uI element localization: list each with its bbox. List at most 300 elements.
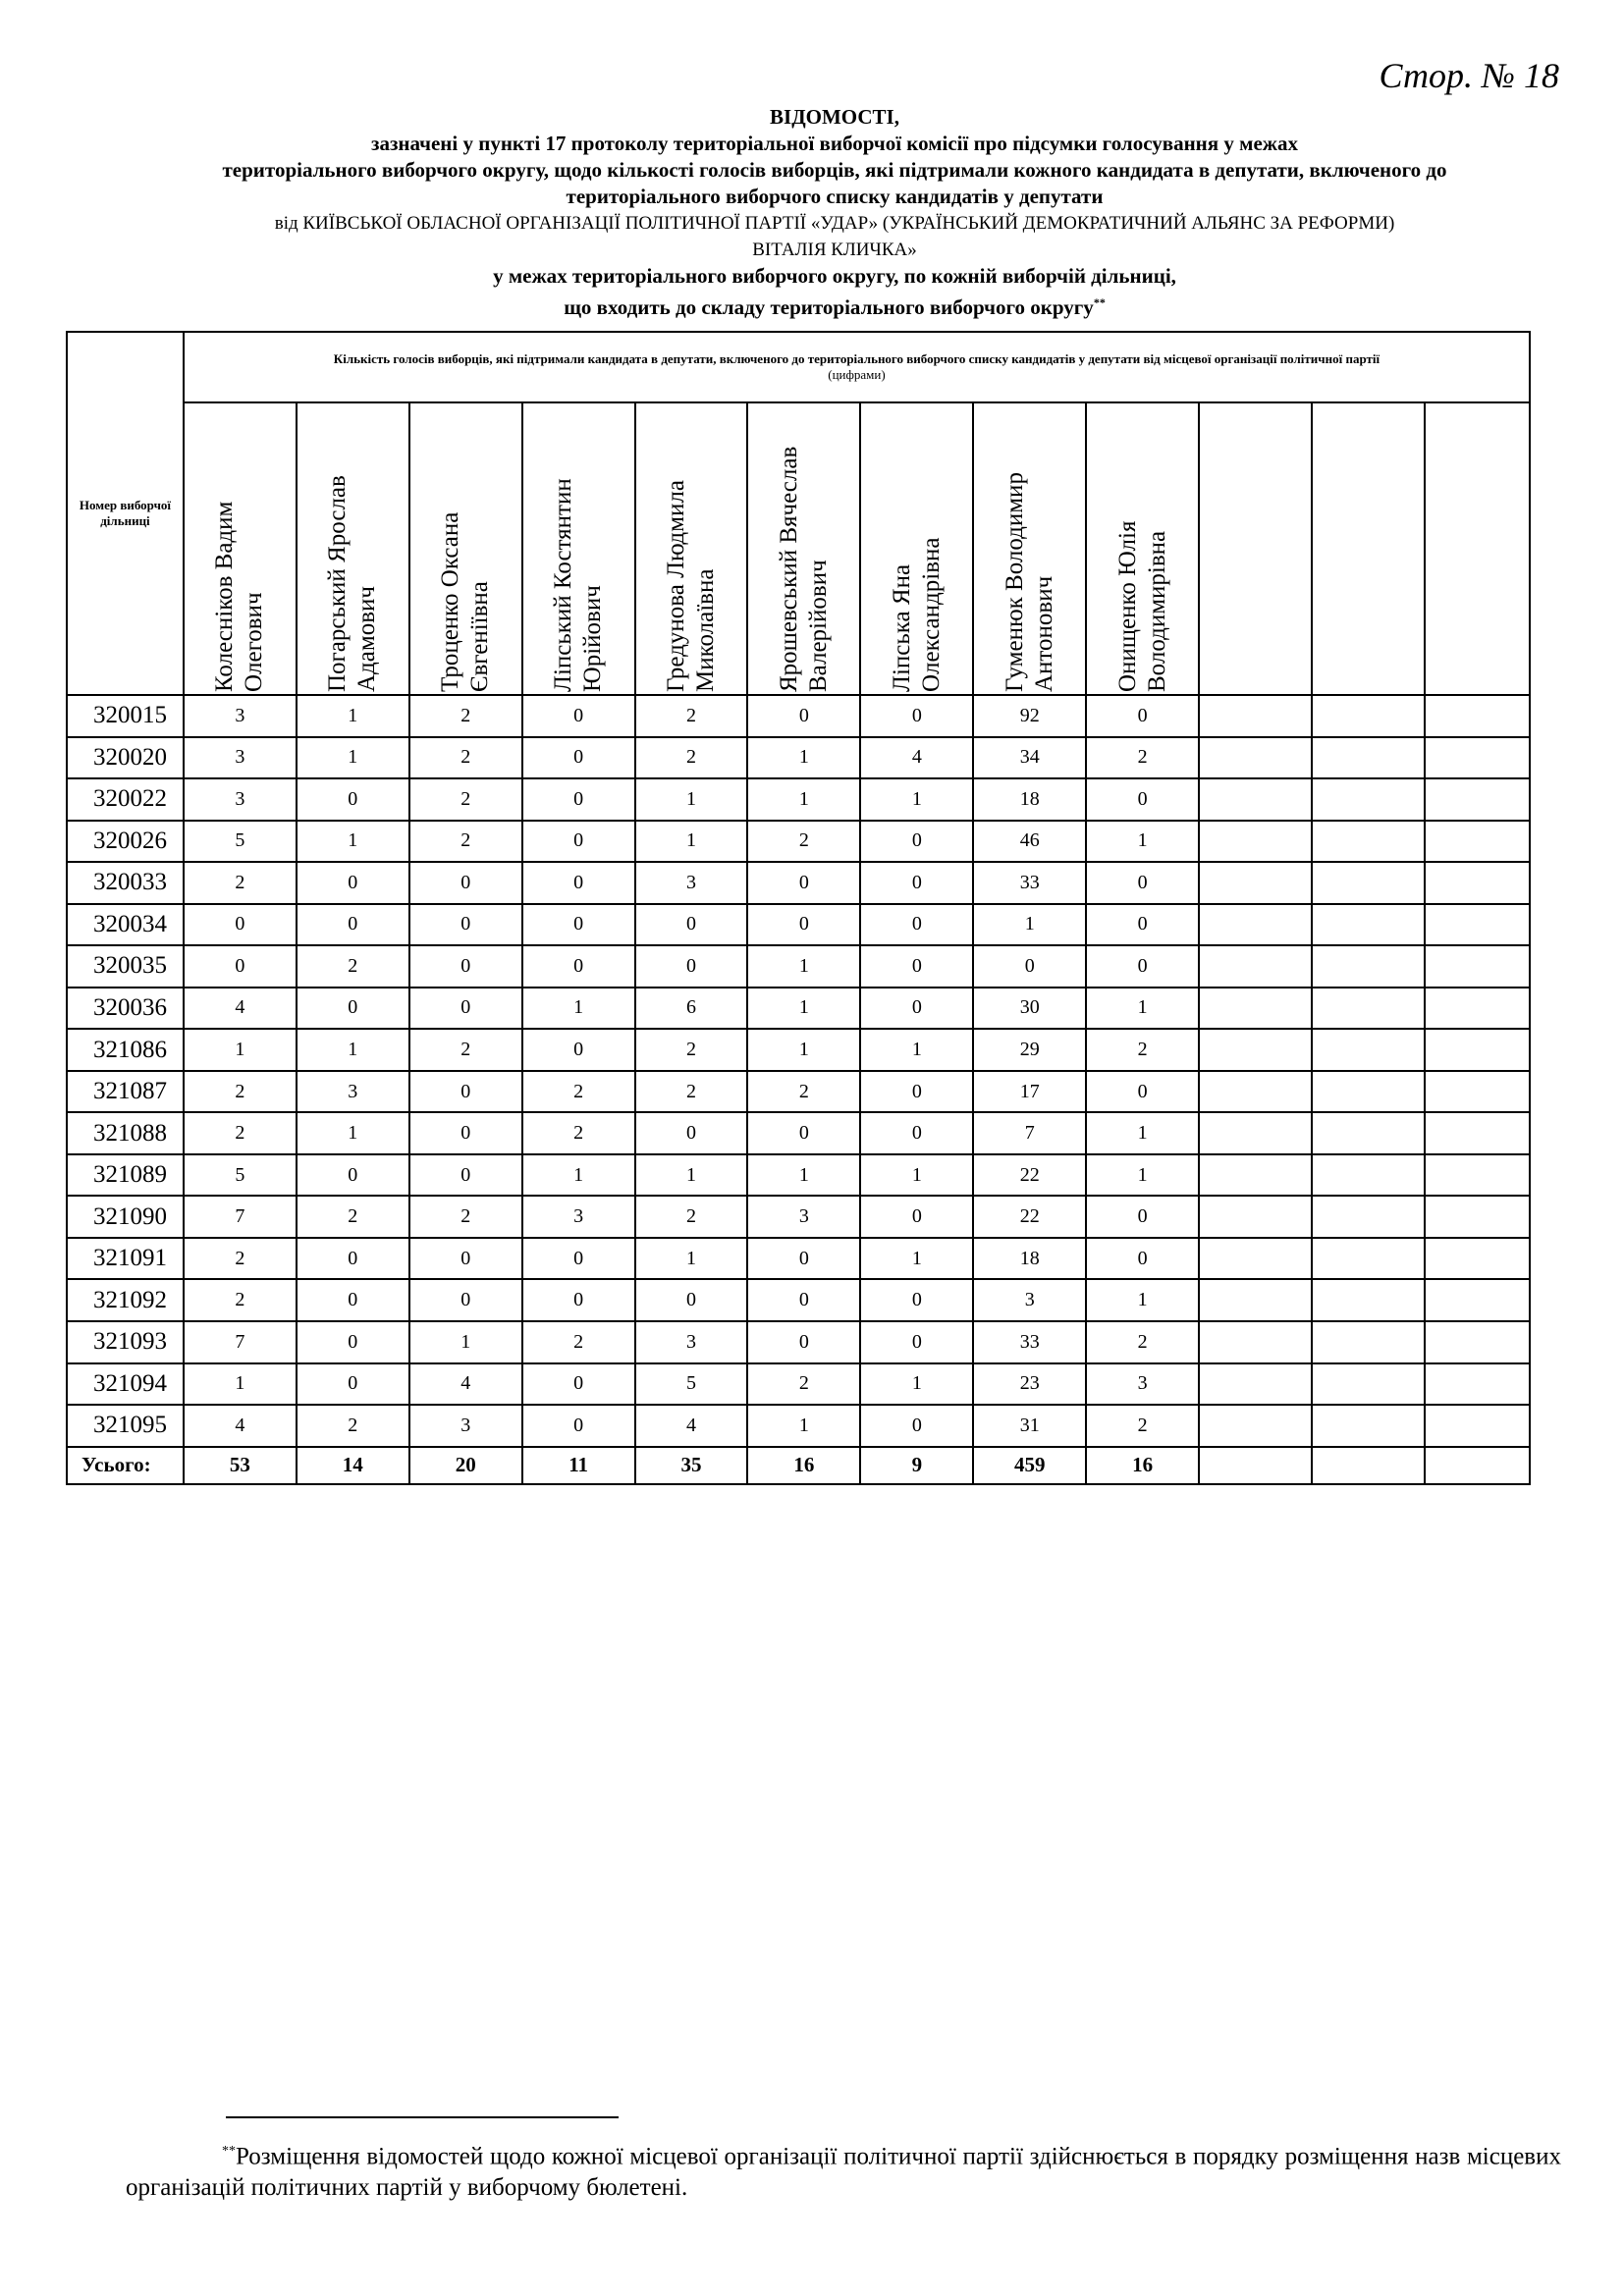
total-cell xyxy=(1199,1447,1312,1484)
vote-count-cell xyxy=(1199,1196,1312,1238)
vote-count-cell: 3 xyxy=(973,1279,1086,1321)
vote-count-cell: 30 xyxy=(973,988,1086,1030)
candidate-header xyxy=(1086,402,1199,695)
vote-count-cell: 1 xyxy=(860,1154,973,1197)
vote-count-cell: 2 xyxy=(635,1071,748,1113)
candidate-name: Ліпський Костянтин Юрійович xyxy=(550,478,607,692)
total-cell xyxy=(1425,1447,1530,1484)
vote-count-cell xyxy=(1425,1363,1530,1406)
candidate-name: Гуменюк Володимир Антонович xyxy=(1001,472,1057,692)
station-number: 320020 xyxy=(67,737,184,779)
vote-count-cell: 0 xyxy=(747,862,860,904)
station-number-header: Номер виборчої дільниці xyxy=(67,332,184,695)
candidate-header xyxy=(184,402,297,695)
vote-count-cell: 1 xyxy=(747,945,860,988)
vote-count-cell xyxy=(1199,778,1312,821)
vote-count-cell: 1 xyxy=(1086,1279,1199,1321)
vote-count-cell: 33 xyxy=(973,862,1086,904)
vote-count-cell: 0 xyxy=(409,988,522,1030)
station-number: 321094 xyxy=(67,1363,184,1406)
station-number: 321090 xyxy=(67,1196,184,1238)
vote-count-cell: 2 xyxy=(297,1196,409,1238)
vote-count-cell: 0 xyxy=(860,821,973,863)
footnote-mark: ** xyxy=(1093,295,1106,309)
vote-count-cell: 6 xyxy=(635,988,748,1030)
station-number: 321088 xyxy=(67,1112,184,1154)
candidate-name: Погарський Ярослав Адамович xyxy=(324,475,381,692)
table-row xyxy=(67,904,1530,946)
vote-count-cell: 0 xyxy=(522,1363,635,1406)
vote-count-cell: 2 xyxy=(747,1363,860,1406)
vote-count-cell: 0 xyxy=(409,862,522,904)
vote-count-cell: 0 xyxy=(635,1279,748,1321)
vote-count-cell xyxy=(1425,821,1530,863)
vote-count-cell: 4 xyxy=(184,988,297,1030)
header-line-4: територіального виборчого списку кандидатів у депутати xyxy=(566,185,1104,208)
vote-count-cell: 2 xyxy=(522,1071,635,1113)
votes-table xyxy=(66,331,1531,1485)
vote-count-cell: 1 xyxy=(635,1238,748,1280)
vote-count-cell: 2 xyxy=(409,737,522,779)
vote-count-cell: 1 xyxy=(297,737,409,779)
candidate-name: Ліпська Яна Олександрівна xyxy=(888,537,945,692)
vote-count-cell: 2 xyxy=(184,1238,297,1280)
vote-count-cell: 0 xyxy=(297,778,409,821)
vote-count-cell: 7 xyxy=(184,1196,297,1238)
vote-count-cell: 4 xyxy=(409,1363,522,1406)
vote-count-cell: 0 xyxy=(409,1238,522,1280)
total-cell: 20 xyxy=(409,1447,522,1484)
vote-count-cell xyxy=(1199,1112,1312,1154)
table-row xyxy=(67,1196,1530,1238)
vote-count-cell: 0 xyxy=(409,1154,522,1197)
vote-count-cell: 17 xyxy=(973,1071,1086,1113)
vote-count-cell: 0 xyxy=(860,695,973,737)
vote-count-cell xyxy=(1312,737,1425,779)
vote-count-cell xyxy=(1312,945,1425,988)
vote-count-cell: 0 xyxy=(1086,904,1199,946)
vote-count-cell xyxy=(1425,945,1530,988)
vote-count-cell: 2 xyxy=(1086,1321,1199,1363)
vote-count-cell xyxy=(1199,1321,1312,1363)
vote-count-cell xyxy=(1312,695,1425,737)
vote-count-cell: 1 xyxy=(747,1405,860,1447)
vote-count-cell: 0 xyxy=(1086,778,1199,821)
totals-row xyxy=(67,1447,1530,1484)
vote-count-cell: 34 xyxy=(973,737,1086,779)
vote-count-cell: 1 xyxy=(635,778,748,821)
votes-group-note: (цифрами) xyxy=(828,367,886,382)
header-line-8-text: що входить до складу територіального виборчого округу xyxy=(564,295,1094,319)
vote-count-cell: 0 xyxy=(860,1071,973,1113)
vote-count-cell: 0 xyxy=(747,1112,860,1154)
table-row xyxy=(67,778,1530,821)
vote-count-cell: 2 xyxy=(635,737,748,779)
station-number: 320036 xyxy=(67,988,184,1030)
vote-count-cell: 1 xyxy=(297,821,409,863)
vote-count-cell: 3 xyxy=(522,1196,635,1238)
vote-count-cell xyxy=(1425,778,1530,821)
vote-count-cell xyxy=(1199,1154,1312,1197)
vote-count-cell: 2 xyxy=(184,1112,297,1154)
vote-count-cell: 7 xyxy=(184,1321,297,1363)
vote-count-cell xyxy=(1425,1154,1530,1197)
candidate-header xyxy=(973,402,1086,695)
station-number: 321092 xyxy=(67,1279,184,1321)
party-name-line-1: від КИЇВСЬКОЇ ОБЛАСНОЇ ОРГАНІЗАЦІЇ ПОЛІТИЧНОЇ ПАРТІЇ «УДАР» (УКРАЇНСЬКИЙ ДЕМОКРАТИЧНИЙ АЛЬЯНС ЗА РЕФОРМИ) xyxy=(274,213,1395,234)
vote-count-cell: 0 xyxy=(184,945,297,988)
vote-count-cell: 2 xyxy=(522,1321,635,1363)
vote-count-cell: 1 xyxy=(973,904,1086,946)
candidate-header xyxy=(522,402,635,695)
vote-count-cell: 2 xyxy=(1086,1029,1199,1071)
table-row xyxy=(67,988,1530,1030)
vote-count-cell: 0 xyxy=(522,695,635,737)
vote-count-cell xyxy=(1425,1238,1530,1280)
vote-count-cell: 1 xyxy=(184,1363,297,1406)
vote-count-cell: 3 xyxy=(747,1196,860,1238)
vote-count-cell: 2 xyxy=(522,1112,635,1154)
vote-count-cell: 0 xyxy=(297,862,409,904)
vote-count-cell xyxy=(1425,1029,1530,1071)
vote-count-cell: 0 xyxy=(860,945,973,988)
candidate-header xyxy=(409,402,522,695)
total-cell: 35 xyxy=(635,1447,748,1484)
vote-count-cell xyxy=(1199,862,1312,904)
vote-count-cell: 1 xyxy=(860,1363,973,1406)
vote-count-cell: 0 xyxy=(522,1279,635,1321)
vote-count-cell: 1 xyxy=(297,1029,409,1071)
vote-count-cell xyxy=(1199,904,1312,946)
vote-count-cell: 4 xyxy=(635,1405,748,1447)
vote-count-cell: 7 xyxy=(973,1112,1086,1154)
vote-count-cell xyxy=(1425,1071,1530,1113)
vote-count-cell: 0 xyxy=(522,737,635,779)
total-cell: 11 xyxy=(522,1447,635,1484)
vote-count-cell xyxy=(1425,904,1530,946)
vote-count-cell: 1 xyxy=(747,1029,860,1071)
vote-count-cell xyxy=(1199,737,1312,779)
footnote-mark: ** xyxy=(222,2144,236,2159)
table-row xyxy=(67,1112,1530,1154)
votes-group-title: Кількість голосів виборців, які підтримали кандидата в депутати, включеного до територіального виборчого списку кандидатів у депутати від місцевої організації політичної партії xyxy=(333,351,1380,366)
table-row xyxy=(67,1154,1530,1197)
vote-count-cell: 2 xyxy=(747,1071,860,1113)
vote-count-cell: 1 xyxy=(747,1154,860,1197)
vote-count-cell: 18 xyxy=(973,778,1086,821)
vote-count-cell: 0 xyxy=(635,904,748,946)
vote-count-cell: 0 xyxy=(747,904,860,946)
vote-count-cell: 1 xyxy=(747,737,860,779)
station-number: 321089 xyxy=(67,1154,184,1197)
vote-count-cell: 0 xyxy=(860,988,973,1030)
vote-count-cell: 1 xyxy=(409,1321,522,1363)
vote-count-cell: 0 xyxy=(522,1238,635,1280)
vote-count-cell: 2 xyxy=(635,1196,748,1238)
vote-count-cell: 46 xyxy=(973,821,1086,863)
vote-count-cell: 1 xyxy=(635,1154,748,1197)
vote-count-cell: 2 xyxy=(409,778,522,821)
vote-count-cell xyxy=(1312,778,1425,821)
vote-count-cell xyxy=(1312,1321,1425,1363)
vote-count-cell: 0 xyxy=(747,1279,860,1321)
vote-count-cell xyxy=(1425,737,1530,779)
vote-count-cell: 1 xyxy=(860,778,973,821)
vote-count-cell xyxy=(1425,1279,1530,1321)
vote-count-cell: 4 xyxy=(184,1405,297,1447)
document-header xyxy=(118,104,1551,321)
station-number: 321093 xyxy=(67,1321,184,1363)
vote-count-cell: 0 xyxy=(297,988,409,1030)
vote-count-cell: 0 xyxy=(522,1029,635,1071)
station-number: 320015 xyxy=(67,695,184,737)
footnote xyxy=(126,2136,1561,2204)
vote-count-cell xyxy=(1312,1279,1425,1321)
vote-count-cell: 2 xyxy=(297,945,409,988)
vote-count-cell: 1 xyxy=(184,1029,297,1071)
totals-label: Усього: xyxy=(67,1447,184,1484)
candidate-header xyxy=(1425,402,1530,695)
total-cell: 459 xyxy=(973,1447,1086,1484)
header-line-3: територіального виборчого округу, щодо кількості голосів виборців, які підтримали кожного кандидата в депутати, включеного до xyxy=(222,158,1447,182)
table-row xyxy=(67,1405,1530,1447)
vote-count-cell: 0 xyxy=(297,1154,409,1197)
vote-count-cell xyxy=(1199,695,1312,737)
vote-count-cell: 0 xyxy=(860,904,973,946)
vote-count-cell: 3 xyxy=(184,695,297,737)
station-number: 321087 xyxy=(67,1071,184,1113)
vote-count-cell xyxy=(1425,1196,1530,1238)
total-cell: 16 xyxy=(747,1447,860,1484)
vote-count-cell: 2 xyxy=(184,862,297,904)
vote-count-cell: 1 xyxy=(1086,988,1199,1030)
table-row xyxy=(67,1238,1530,1280)
vote-count-cell: 0 xyxy=(297,1363,409,1406)
vote-count-cell xyxy=(1425,1321,1530,1363)
candidate-header xyxy=(297,402,409,695)
candidate-name: Колесніков Вадим Олегович xyxy=(211,501,268,692)
candidate-name: Ярошевський Вячеслав Валерійович xyxy=(775,446,832,692)
vote-count-cell: 2 xyxy=(297,1405,409,1447)
vote-count-cell xyxy=(1312,1363,1425,1406)
vote-count-cell: 29 xyxy=(973,1029,1086,1071)
vote-count-cell: 22 xyxy=(973,1154,1086,1197)
vote-count-cell: 0 xyxy=(522,821,635,863)
vote-count-cell: 1 xyxy=(635,821,748,863)
table-row xyxy=(67,1321,1530,1363)
vote-count-cell: 0 xyxy=(522,778,635,821)
vote-count-cell: 3 xyxy=(184,737,297,779)
vote-count-cell: 3 xyxy=(409,1405,522,1447)
vote-count-cell xyxy=(1312,1405,1425,1447)
vote-count-cell: 5 xyxy=(184,821,297,863)
vote-count-cell: 0 xyxy=(1086,862,1199,904)
vote-count-cell xyxy=(1425,695,1530,737)
candidate-header xyxy=(747,402,860,695)
vote-count-cell: 0 xyxy=(1086,1196,1199,1238)
vote-count-cell: 1 xyxy=(747,988,860,1030)
vote-count-cell: 22 xyxy=(973,1196,1086,1238)
vote-count-cell: 0 xyxy=(747,695,860,737)
party-name-line-2: ВІТАЛІЯ КЛИЧКА» xyxy=(752,240,917,260)
vote-count-cell: 0 xyxy=(1086,695,1199,737)
vote-count-cell: 1 xyxy=(860,1029,973,1071)
total-cell: 9 xyxy=(860,1447,973,1484)
candidate-name: Онищенко Юлія Володимирівна xyxy=(1113,520,1170,692)
vote-count-cell: 0 xyxy=(297,1238,409,1280)
table-row xyxy=(67,737,1530,779)
header-line-8 xyxy=(118,290,1551,321)
vote-count-cell xyxy=(1312,1029,1425,1071)
vote-count-cell xyxy=(1425,1405,1530,1447)
vote-count-cell xyxy=(1199,1238,1312,1280)
table-row xyxy=(67,1071,1530,1113)
vote-count-cell xyxy=(1199,988,1312,1030)
total-cell: 14 xyxy=(297,1447,409,1484)
vote-count-cell xyxy=(1425,988,1530,1030)
vote-count-cell: 3 xyxy=(635,862,748,904)
vote-count-cell: 0 xyxy=(522,862,635,904)
vote-count-cell: 1 xyxy=(522,988,635,1030)
vote-count-cell xyxy=(1312,1196,1425,1238)
vote-count-cell: 2 xyxy=(184,1279,297,1321)
header-line-7: у межах територіального виборчого округу, по кожній виборчій дільниці, xyxy=(493,264,1176,288)
vote-count-cell xyxy=(1199,1405,1312,1447)
candidate-header xyxy=(860,402,973,695)
vote-count-cell xyxy=(1199,1363,1312,1406)
vote-count-cell: 3 xyxy=(184,778,297,821)
table-row xyxy=(67,1279,1530,1321)
candidate-header xyxy=(1199,402,1312,695)
vote-count-cell: 0 xyxy=(409,1279,522,1321)
table-row xyxy=(67,695,1530,737)
candidate-name: Гредунова Людмила Миколаївна xyxy=(663,480,720,692)
footnote-divider xyxy=(226,2116,619,2118)
table-row xyxy=(67,945,1530,988)
candidate-name: Троценко Оксана Євгеніївна xyxy=(437,511,494,692)
station-number: 320034 xyxy=(67,904,184,946)
vote-count-cell: 1 xyxy=(297,695,409,737)
vote-count-cell: 5 xyxy=(184,1154,297,1197)
station-number: 321086 xyxy=(67,1029,184,1071)
vote-count-cell: 2 xyxy=(409,1196,522,1238)
vote-count-cell xyxy=(1312,1071,1425,1113)
vote-count-cell: 18 xyxy=(973,1238,1086,1280)
table-row xyxy=(67,862,1530,904)
vote-count-cell xyxy=(1425,1112,1530,1154)
vote-count-cell: 0 xyxy=(409,904,522,946)
vote-count-cell xyxy=(1199,821,1312,863)
vote-count-cell: 0 xyxy=(522,945,635,988)
vote-count-cell: 3 xyxy=(297,1071,409,1113)
votes-table-body xyxy=(67,695,1530,1484)
vote-count-cell xyxy=(1312,904,1425,946)
table-row xyxy=(67,1363,1530,1406)
vote-count-cell: 23 xyxy=(973,1363,1086,1406)
vote-count-cell: 0 xyxy=(860,1196,973,1238)
vote-count-cell: 0 xyxy=(860,1279,973,1321)
header-title: ВІДОМОСТІ, xyxy=(770,105,899,129)
vote-count-cell: 0 xyxy=(409,945,522,988)
vote-count-cell: 0 xyxy=(860,1405,973,1447)
votes-group-header xyxy=(184,332,1530,402)
vote-count-cell: 0 xyxy=(1086,1071,1199,1113)
vote-count-cell: 3 xyxy=(635,1321,748,1363)
vote-count-cell: 0 xyxy=(860,862,973,904)
vote-count-cell: 1 xyxy=(860,1238,973,1280)
candidate-header xyxy=(635,402,748,695)
vote-count-cell: 1 xyxy=(522,1154,635,1197)
vote-count-cell xyxy=(1312,1154,1425,1197)
vote-count-cell: 4 xyxy=(860,737,973,779)
total-cell: 16 xyxy=(1086,1447,1199,1484)
station-number: 320033 xyxy=(67,862,184,904)
vote-count-cell xyxy=(1199,1071,1312,1113)
vote-count-cell: 0 xyxy=(409,1071,522,1113)
vote-count-cell: 31 xyxy=(973,1405,1086,1447)
vote-count-cell: 1 xyxy=(1086,1154,1199,1197)
vote-count-cell: 2 xyxy=(409,695,522,737)
vote-count-cell: 92 xyxy=(973,695,1086,737)
vote-count-cell: 0 xyxy=(747,1321,860,1363)
vote-count-cell xyxy=(1199,1279,1312,1321)
table-row xyxy=(67,1029,1530,1071)
vote-count-cell: 0 xyxy=(297,1279,409,1321)
vote-count-cell: 0 xyxy=(297,904,409,946)
candidate-header-row xyxy=(67,402,1530,695)
vote-count-cell: 5 xyxy=(635,1363,748,1406)
vote-count-cell: 3 xyxy=(1086,1363,1199,1406)
vote-count-cell: 1 xyxy=(747,778,860,821)
station-number: 320035 xyxy=(67,945,184,988)
vote-count-cell: 2 xyxy=(635,1029,748,1071)
vote-count-cell: 1 xyxy=(297,1112,409,1154)
vote-count-cell: 0 xyxy=(747,1238,860,1280)
vote-count-cell: 0 xyxy=(860,1321,973,1363)
vote-count-cell xyxy=(1312,1112,1425,1154)
vote-count-cell: 0 xyxy=(522,904,635,946)
station-number: 320026 xyxy=(67,821,184,863)
vote-count-cell: 2 xyxy=(409,1029,522,1071)
vote-count-cell xyxy=(1199,945,1312,988)
vote-count-cell: 2 xyxy=(1086,737,1199,779)
footnote-text: Розміщення відомостей щодо кожної місцевої організації політичної партії здійснюється в порядку розміщення назв місцевих організацій політичних партій у виборчому бюлетені. xyxy=(126,2143,1561,2202)
table-row xyxy=(67,821,1530,863)
candidate-header xyxy=(1312,402,1425,695)
vote-count-cell: 0 xyxy=(973,945,1086,988)
vote-count-cell: 2 xyxy=(635,695,748,737)
vote-count-cell xyxy=(1425,862,1530,904)
header-line-2: зазначені у пункті 17 протоколу територіальної виборчої комісії про підсумки голосування у межах xyxy=(371,132,1298,155)
page-number: Стор. № 18 xyxy=(1379,56,1559,95)
station-number: 321091 xyxy=(67,1238,184,1280)
station-number: 320022 xyxy=(67,778,184,821)
vote-count-cell: 0 xyxy=(635,1112,748,1154)
vote-count-cell: 0 xyxy=(409,1112,522,1154)
vote-count-cell: 0 xyxy=(1086,1238,1199,1280)
vote-count-cell: 0 xyxy=(635,945,748,988)
vote-count-cell: 2 xyxy=(409,821,522,863)
vote-count-cell xyxy=(1199,1029,1312,1071)
vote-count-cell xyxy=(1312,862,1425,904)
vote-count-cell xyxy=(1312,988,1425,1030)
vote-count-cell: 1 xyxy=(1086,821,1199,863)
vote-count-cell xyxy=(1312,1238,1425,1280)
vote-count-cell: 1 xyxy=(1086,1112,1199,1154)
vote-count-cell: 0 xyxy=(297,1321,409,1363)
vote-count-cell: 2 xyxy=(747,821,860,863)
station-number: 321095 xyxy=(67,1405,184,1447)
